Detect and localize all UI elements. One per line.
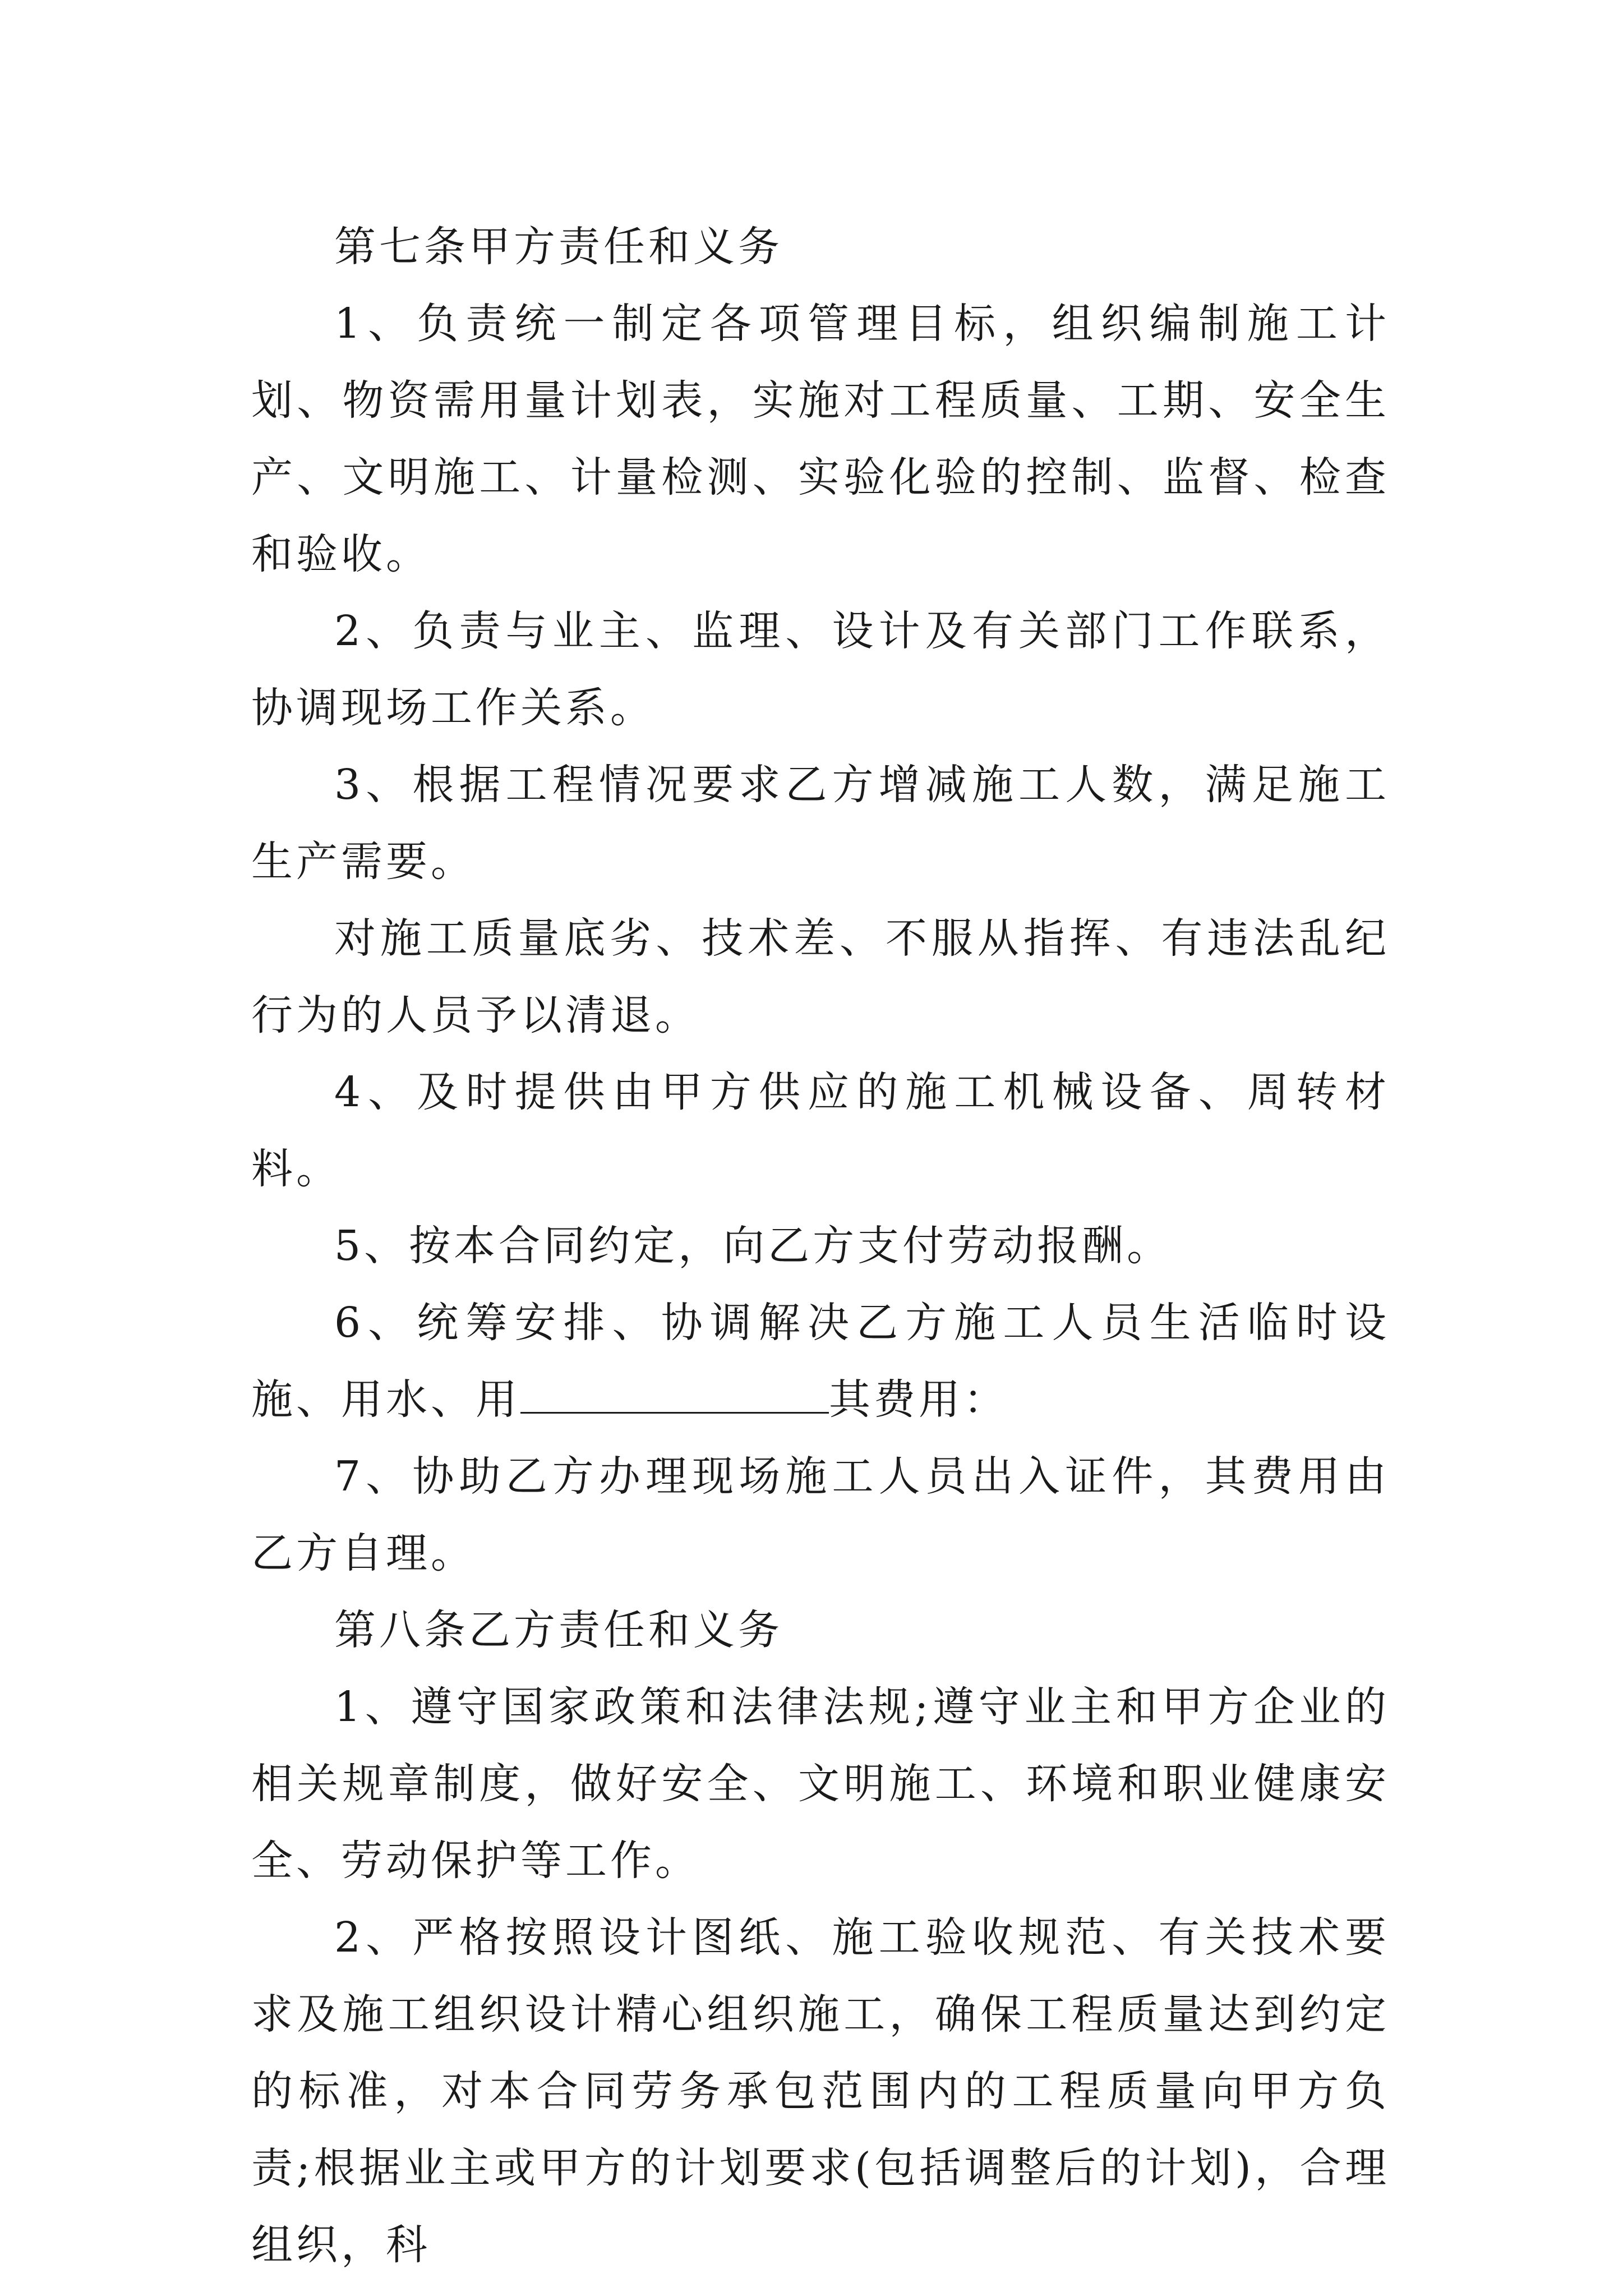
article-8-item-1: 1、遵守国家政策和法律法规;遵守业主和甲方企业的相关规章制度，做好安全、文明施工、环境和职业健康安全、劳动保护等工作。 [251, 1683, 1390, 1885]
article-7-item-6 [251, 1285, 1390, 1438]
article-8-item-2: 2、严格按照设计图纸、施工验收规范、有关技术要求及施工组织设计精心组织施工，确保工程质量达到约定的标准，对本合同劳务承包范围内的工程质量向甲方负责;根据业主或甲方的计划要求(包括调整后的计划)，合理组织，科 [251, 1913, 1390, 2269]
article-7-item-5: 5、按本合同约定，向乙方支付劳动报酬。 [334, 1222, 1172, 1270]
document-body [251, 209, 1390, 2284]
article-7-item-2: 2、负责与业主、监理、设计及有关部门工作联系，协调现场工作关系。 [251, 607, 1390, 732]
article-8-heading: 第八条乙方责任和义务 [334, 1606, 783, 1654]
item-6-text-after-blank: 其费用： [829, 1375, 1008, 1424]
article-7-item-3: 3、根据工程情况要求乙方增减施工人数，满足施工生产需要。 [251, 761, 1390, 886]
article-7-heading: 第七条甲方责任和义务 [334, 223, 783, 271]
article-7-item-7: 7、协助乙方办理现场施工人员出入证件，其费用由乙方自理。 [251, 1452, 1390, 1577]
article-7-item-3-continuation: 对施工质量底劣、技术差、不服从指挥、有违法乱纪行为的人员予以清退。 [251, 914, 1390, 1039]
article-7-item-4: 4、及时提供由甲方供应的施工机械设备、周转材料。 [251, 1068, 1390, 1193]
fill-in-blank [520, 1373, 829, 1414]
article-7-item-1: 1、负责统一制定各项管理目标，组织编制施工计划、物资需用量计划表，实施对工程质量、工期、安全生产、文明施工、计量检测、实验化验的控制、监督、检查和验收。 [251, 300, 1390, 578]
item-6-text-before-blank: 6、统筹安排、协调解决乙方施工人员生活临时设施、用水、用 [251, 1299, 1390, 1424]
